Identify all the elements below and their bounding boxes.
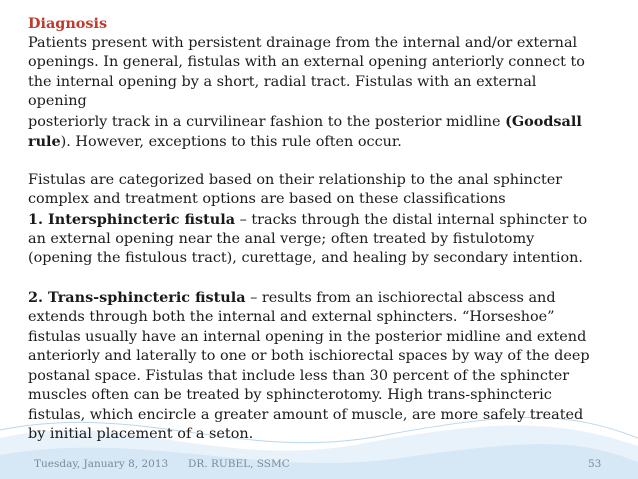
text-line <box>28 328 618 348</box>
bold-term: rule <box>28 132 61 150</box>
line-text: the internal opening by a short, radial tract. Fistulas with an external <box>28 73 537 90</box>
line-text: ). However, exceptions to this rule often occur. <box>60 133 402 150</box>
line-text: Fistulas are categorized based on their relationship to the anal sphincter <box>28 171 563 188</box>
page-number: 53 <box>588 458 602 470</box>
line-text: muscles often can be treated by sphincterotomy. High trans-sphincteric <box>28 387 552 404</box>
footer-author: DR. RUBEL, SSMC <box>188 458 290 470</box>
slide-footer <box>0 458 638 476</box>
text-line <box>28 210 618 230</box>
text-line <box>28 53 618 73</box>
text-line <box>28 249 618 269</box>
line-text: fistulas usually have an internal opening in the posterior midline and extend <box>28 328 587 345</box>
text-line <box>28 190 618 210</box>
bold-term: (Goodsall <box>505 112 582 130</box>
text-line <box>28 73 618 93</box>
text-line <box>28 386 618 406</box>
text-line <box>28 347 618 367</box>
bold-term: 1. Intersphincteric fistula <box>28 210 236 228</box>
line-text: by initial placement of a seton. <box>28 426 254 443</box>
text-line <box>28 230 618 250</box>
text-line <box>28 34 618 54</box>
text-line <box>28 171 618 191</box>
bold-term: 2. Trans-sphincteric fistula <box>28 289 246 307</box>
line-text: complex and treatment options are based on these classifications <box>28 191 506 208</box>
line-text: an external opening near the anal verge; often treated by fistulotomy <box>28 230 535 247</box>
line-text: Patients present with persistent drainage from the internal and/or external <box>28 34 578 51</box>
text-line <box>28 367 618 387</box>
line-text: opening <box>28 93 87 110</box>
line-text: anteriorly and laterally to one or both ischiorectal spaces by way of the deep <box>28 348 590 365</box>
slide-heading: Diagnosis <box>28 15 108 32</box>
text-line <box>28 112 618 132</box>
text-line <box>28 425 618 445</box>
paragraph-gap <box>28 151 618 171</box>
paragraph-gap <box>28 269 618 289</box>
body-text <box>28 34 618 445</box>
line-text: openings. In general, fistulas with an external opening anteriorly connect to <box>28 54 585 71</box>
line-text: (opening the fistulous tract), curettage, and healing by secondary intention. <box>28 250 583 267</box>
text-line <box>28 308 618 328</box>
line-text: fistulas, which encircle a greater amount of muscle, are more safely treated <box>28 406 584 423</box>
line-text: – tracks through the distal internal sphincter to <box>235 211 588 228</box>
slide-content <box>28 14 618 445</box>
line-text: – results from an ischiorectal abscess and <box>245 290 556 307</box>
text-line <box>28 406 618 426</box>
footer-date: Tuesday, January 8, 2013 <box>34 458 169 470</box>
text-line <box>28 132 618 152</box>
text-line <box>28 92 618 112</box>
line-text: posteriorly track in a curvilinear fashion to the posterior midline <box>28 113 506 130</box>
text-line <box>28 288 618 308</box>
line-text: postanal space. Fistulas that include less than 30 percent of the sphincter <box>28 367 570 384</box>
line-text: extends through both the internal and external sphincters. “Horseshoe” <box>28 308 555 325</box>
